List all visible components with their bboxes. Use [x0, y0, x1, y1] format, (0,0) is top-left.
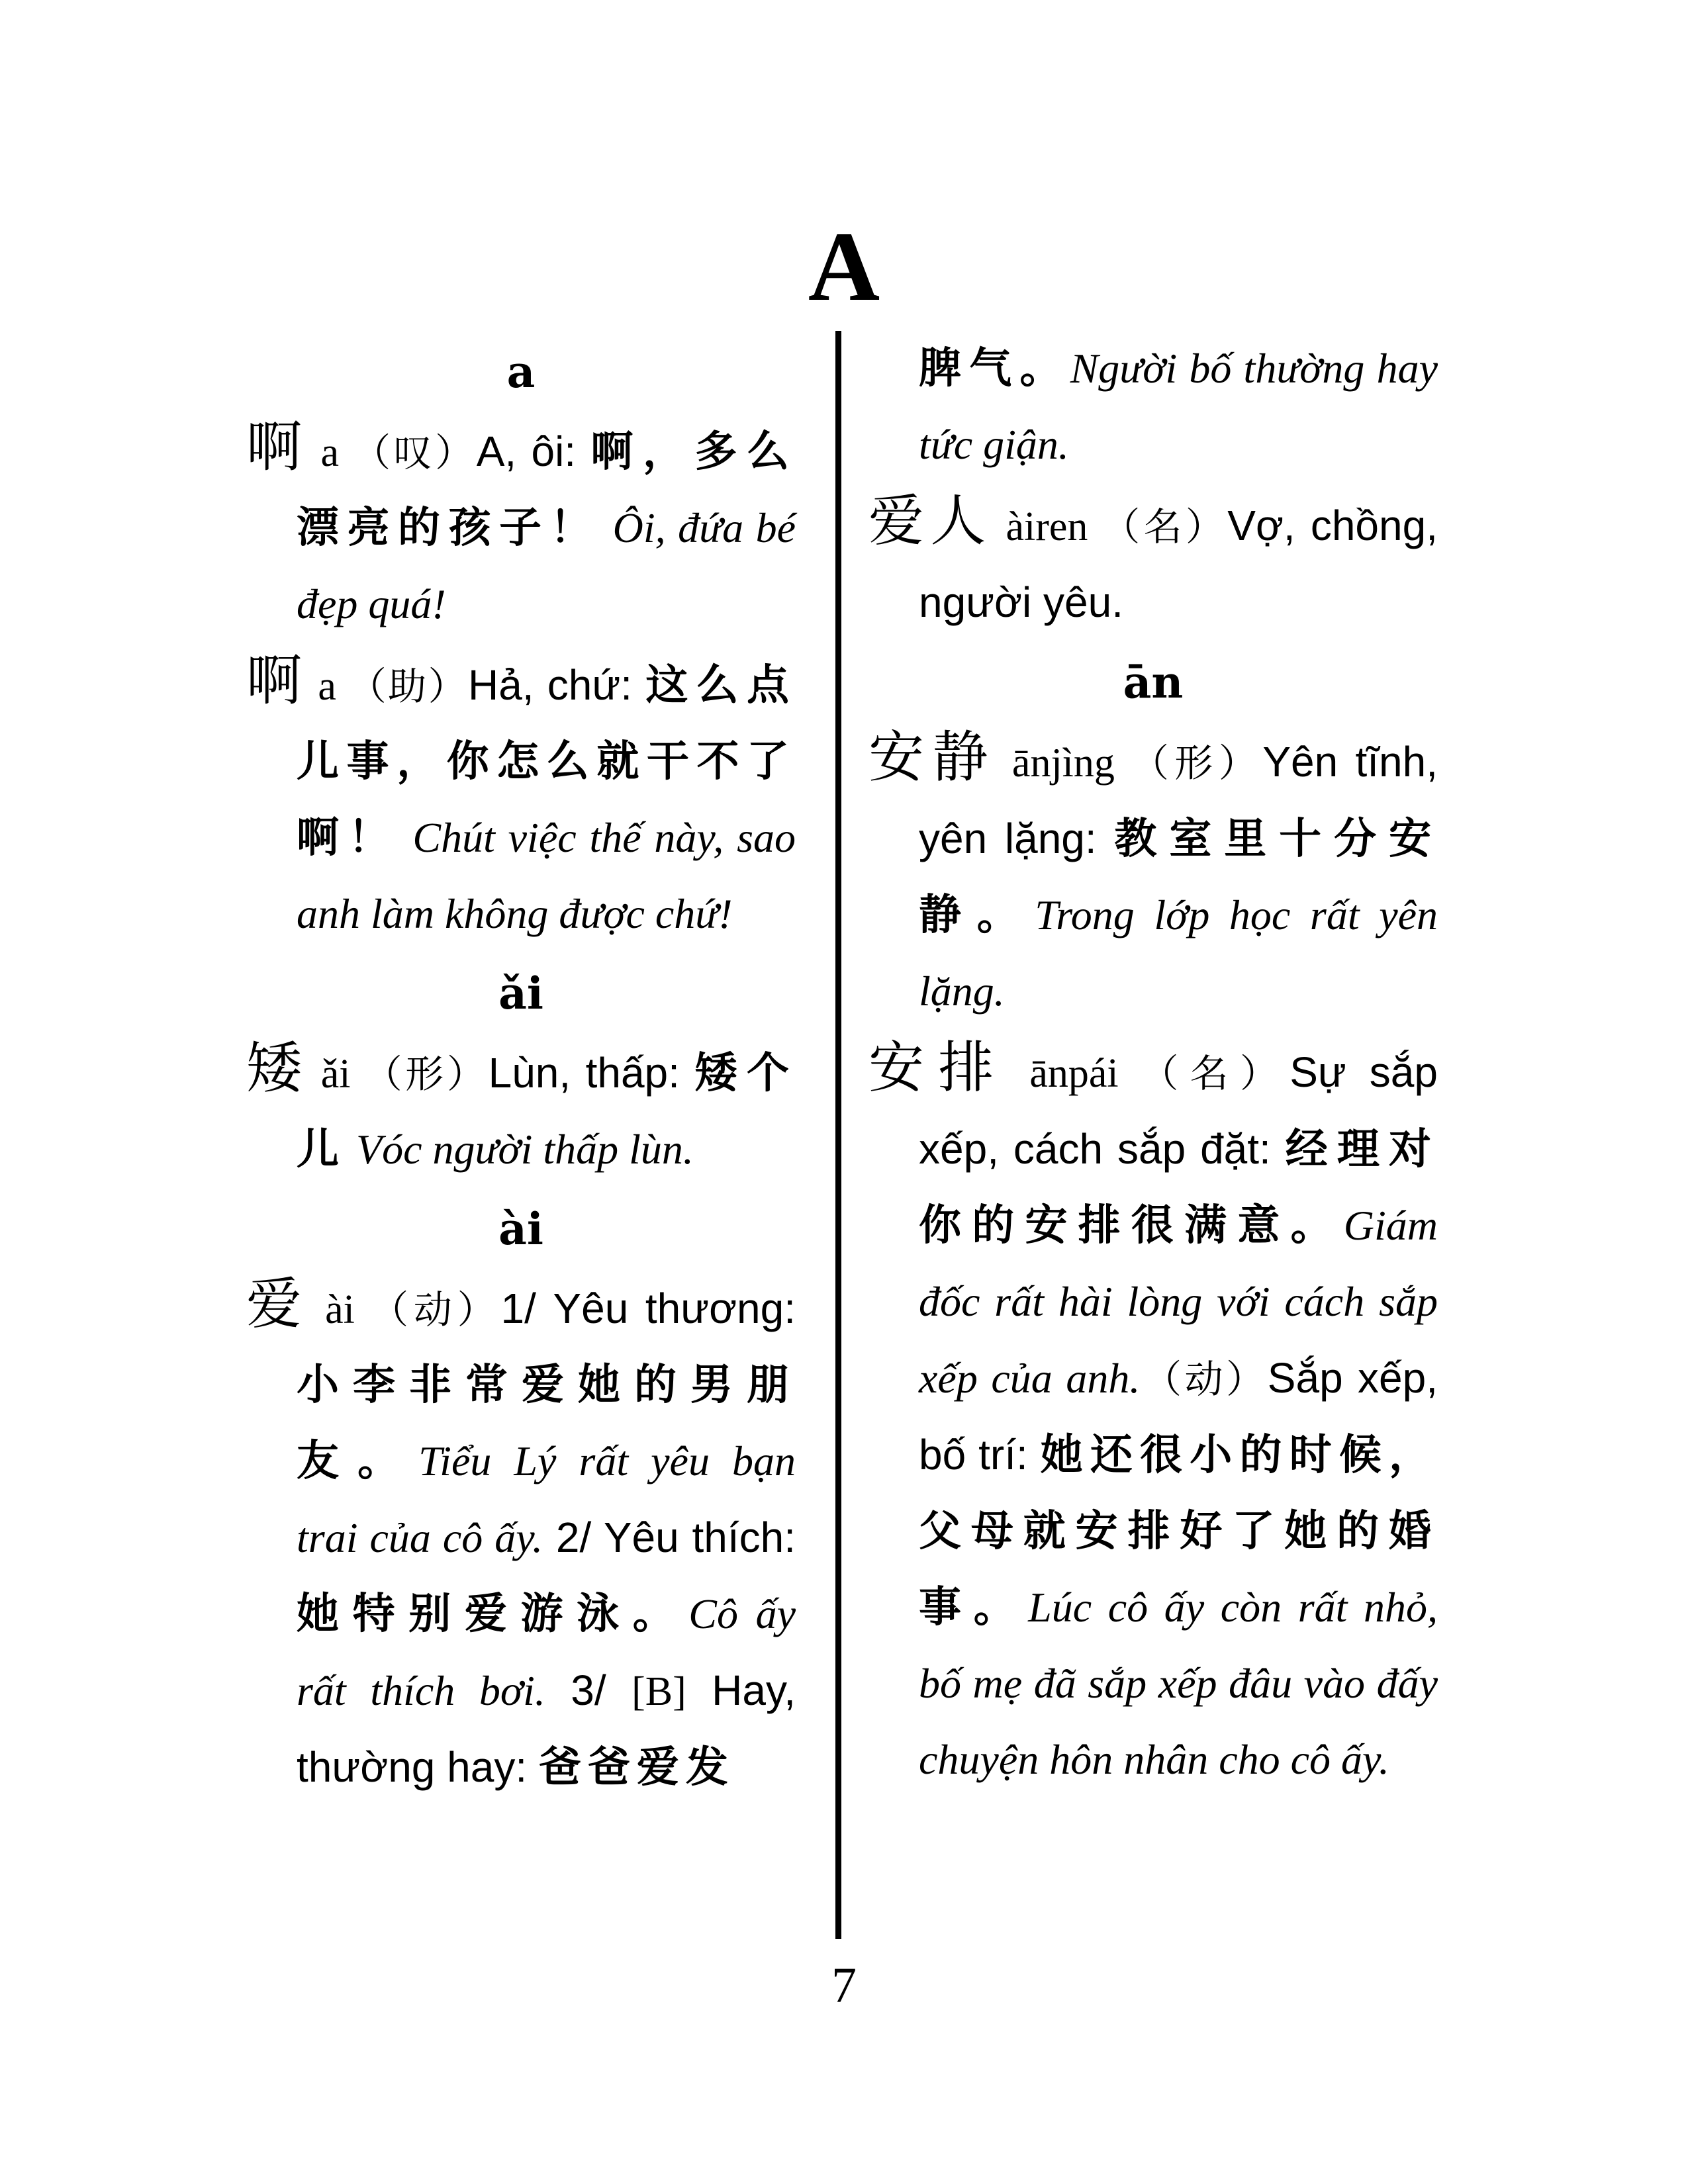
example-translation: Giám đốc rất hài lòng với cách sắp xếp của anh. — [919, 1202, 1438, 1402]
pinyin-section-heading: a — [506, 346, 536, 398]
part-of-speech: （名） — [1102, 504, 1228, 549]
example-chinese: 小李非常爱她的男朋友。 — [297, 1361, 796, 1486]
page-number: 7 — [831, 1958, 857, 2013]
dictionary-entry — [246, 643, 796, 952]
pinyin-section-heading: ài — [498, 1203, 543, 1255]
definition: Hay, thường hay: — [297, 1666, 796, 1791]
part-of-speech: （名） — [1140, 1051, 1290, 1096]
example-translation: Lúc cô ấy còn rất nhỏ, bố mẹ đã sắp xếp đâu vào đấy chuyện hôn nhân cho cô ấy. — [919, 1584, 1438, 1783]
headword: 啊 — [246, 648, 306, 713]
pinyin: àiren — [992, 504, 1102, 549]
headword: 爱 — [246, 1271, 310, 1336]
part-of-speech: （形） — [1130, 741, 1263, 786]
example-chinese: 脾气。 — [919, 344, 1070, 393]
definition: Hả, chứ: — [468, 661, 646, 709]
example-translation: Cô ấy rất thích bơi. — [297, 1590, 796, 1714]
example-chinese: 教室里十分安静。 — [919, 815, 1438, 940]
definition: 2/ Yêu thích: — [543, 1514, 796, 1561]
definition: Sự sắp xếp, cách sắp đặt: — [919, 1048, 1438, 1173]
definition: Yên tĩnh, yên lặng: — [919, 738, 1438, 862]
definition: A, ôi: — [476, 428, 591, 475]
dictionary-entry — [246, 409, 796, 643]
headword: 爱人 — [868, 488, 992, 553]
headword: 啊 — [246, 414, 308, 479]
part-of-speech: （叹） — [352, 430, 477, 475]
definition: Lùn, thấp: — [488, 1049, 695, 1097]
usage-tag: [B] — [632, 1669, 686, 1714]
example-chinese: 啊，多么漂亮的孩子！ — [297, 428, 796, 553]
example-chinese: 矮个儿 — [297, 1049, 796, 1174]
example-chinese: 她还很小的时候，父母就安排好了她的婚事。 — [919, 1431, 1438, 1632]
right-column — [868, 331, 1438, 1798]
example-translation: Chút việc thế này, sao anh làm không được chứ! — [297, 814, 796, 937]
dictionary-entry — [868, 719, 1438, 1030]
pinyin: a — [306, 664, 348, 709]
section-heading-letter: A — [808, 212, 880, 322]
pinyin-section-heading: ǎi — [498, 968, 543, 1019]
headword: 矮 — [246, 1036, 308, 1101]
pinyin: ānjìng — [996, 741, 1131, 786]
example-chinese: 爸爸爱发 — [538, 1743, 735, 1792]
dictionary-entry — [868, 1030, 1438, 1798]
definition: 1/ Yêu thương: — [500, 1285, 796, 1332]
pinyin-section-heading: ān — [1123, 657, 1184, 708]
headword: 安排 — [868, 1035, 1008, 1100]
definition: 3/ — [545, 1666, 632, 1714]
example-chinese: 她特别爱游泳。 — [297, 1590, 689, 1639]
example-chinese: 这么点儿事，你怎么就干不了啊！ — [297, 661, 796, 862]
dictionary-entry — [246, 1266, 796, 1806]
part-of-speech: （动） — [370, 1287, 501, 1332]
pinyin: a — [307, 430, 353, 475]
left-column — [246, 331, 796, 1806]
definition: Sắp xếp, bố trí: — [919, 1354, 1438, 1479]
part-of-speech: （形） — [363, 1052, 489, 1097]
column-divider — [835, 331, 841, 1939]
pinyin: ānpái — [1008, 1051, 1141, 1096]
example-translation: Ôi, đứa bé đẹp quá! — [297, 504, 796, 627]
part-of-speech: （助） — [348, 664, 468, 709]
dictionary-entry — [868, 483, 1438, 641]
part-of-speech: （动） — [1140, 1357, 1268, 1402]
example-translation: Người bố thường hay tức giận. — [919, 345, 1438, 468]
example-translation: Trong lớp học rất yên lặng. — [919, 891, 1438, 1015]
example-chinese: 经理对你的安排很满意。 — [919, 1125, 1438, 1250]
headword: 安静 — [868, 725, 996, 790]
pinyin: ǎi — [307, 1052, 364, 1097]
dictionary-entry-continuation — [868, 331, 1438, 483]
example-translation: Tiểu Lý rất yêu bạn trai của cô ấy. — [297, 1437, 796, 1561]
example-translation: Vóc người thấp lùn. — [346, 1126, 694, 1173]
dictionary-entry — [246, 1030, 796, 1188]
pinyin: ài — [309, 1287, 371, 1332]
definition: Vợ, chồng, người yêu. — [919, 502, 1438, 626]
